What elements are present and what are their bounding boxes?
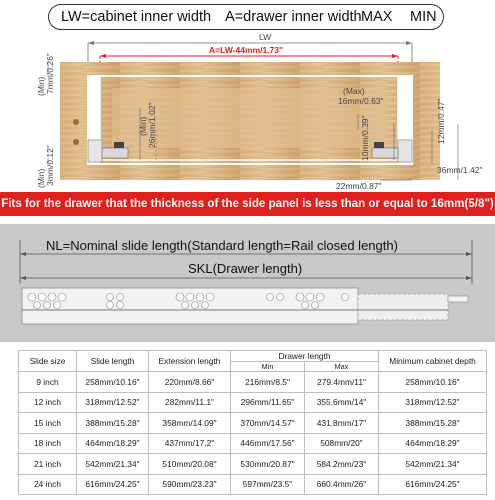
legend-min: MIN bbox=[410, 9, 437, 25]
min-bottom-gap: 3mm/0.12" bbox=[45, 145, 55, 186]
cell-slide-length: 388mm/15.28" bbox=[77, 413, 149, 434]
cell-slide-length: 464mm/18.29" bbox=[77, 433, 149, 454]
cell-drawer-max: 431.8mm/17" bbox=[305, 413, 379, 434]
cell-drawer-min: 216mm/8.5" bbox=[231, 372, 305, 393]
cell-cabinet-depth: 388mm/15.28" bbox=[379, 413, 487, 434]
lw-label: LW bbox=[259, 32, 272, 42]
cell-drawer-max: 279.4mm/11" bbox=[305, 372, 379, 393]
cell-extension-length: 510mm/20.08" bbox=[149, 454, 231, 475]
header-slide-size: Slide size bbox=[19, 351, 77, 372]
cell-drawer-max: 584.2mm/23" bbox=[305, 454, 379, 475]
min-depth-value: 26mm/1.02" bbox=[147, 102, 157, 148]
cell-drawer-min: 530mm/20.87" bbox=[231, 454, 305, 475]
header-min-cabinet-depth: Minimum cabinet depth bbox=[379, 351, 487, 372]
nl-definition: NL=Nominal slide length(Standard length=Rail closed length) bbox=[46, 238, 398, 253]
cell-slide-length: 542mm/21.34" bbox=[77, 454, 149, 475]
cell-slide-size: 18 inch bbox=[19, 433, 77, 454]
min-bottom-tag: (Min) bbox=[36, 168, 46, 188]
cell-drawer-min: 597mm/23.5" bbox=[231, 474, 305, 495]
cell-cabinet-depth: 464mm/18.29" bbox=[379, 433, 487, 454]
drawer-cross-section bbox=[0, 30, 495, 192]
cell-extension-length: 437mm/17.2" bbox=[149, 433, 231, 454]
cell-cabinet-depth: 616mm/24.25" bbox=[379, 474, 487, 495]
cell-cabinet-depth: 542mm/21.34" bbox=[379, 454, 487, 475]
cell-cabinet-depth: 258mm/10.16" bbox=[379, 372, 487, 393]
cell-slide-size: 21 inch bbox=[19, 454, 77, 475]
slide-diagram bbox=[0, 224, 495, 342]
max-depth-value: 16mm/0.63" bbox=[338, 96, 384, 106]
size-spec-table bbox=[18, 350, 487, 495]
cell-drawer-max: 660.4mm/26" bbox=[305, 474, 379, 495]
cell-slide-length: 258mm/10.16" bbox=[77, 372, 149, 393]
cell-drawer-min: 296mm/11.65" bbox=[231, 392, 305, 413]
cell-cabinet-depth: 318mm/12.52" bbox=[379, 392, 487, 413]
cell-extension-length: 282mm/11.1" bbox=[149, 392, 231, 413]
table-row bbox=[19, 372, 487, 393]
header-drawer-max: Max bbox=[305, 362, 379, 372]
table-row bbox=[19, 433, 487, 454]
header-drawer-length: Drawer length bbox=[231, 351, 379, 362]
rail-height-value: 10mm/0.39" bbox=[360, 115, 370, 161]
cell-drawer-min: 446mm/17.56" bbox=[231, 433, 305, 454]
side-height-value: 12mm/0.47" bbox=[436, 98, 446, 144]
min-depth-tag: (Min) bbox=[138, 116, 148, 136]
table-row bbox=[19, 413, 487, 434]
cell-slide-size: 24 inch bbox=[19, 474, 77, 495]
cell-slide-size: 12 inch bbox=[19, 392, 77, 413]
cell-extension-length: 358mm/14.09" bbox=[149, 413, 231, 434]
cell-drawer-max: 508mm/20" bbox=[305, 433, 379, 454]
legend-box bbox=[48, 4, 444, 30]
total-height-value: 36mm/1.42" bbox=[437, 165, 483, 175]
header-drawer-min: Min bbox=[231, 362, 305, 372]
table-row bbox=[19, 392, 487, 413]
table-row bbox=[19, 474, 487, 495]
cell-slide-length: 616mm/24.25" bbox=[77, 474, 149, 495]
legend-lw: LW=cabinet inner width bbox=[61, 9, 212, 25]
legend-a: A=drawer inner width bbox=[225, 9, 362, 25]
cell-extension-length: 590mm/23.23" bbox=[149, 474, 231, 495]
cell-extension-length: 220mm/8.66" bbox=[149, 372, 231, 393]
cell-slide-size: 9 inch bbox=[19, 372, 77, 393]
bottom-offset-value: 22mm/0.87" bbox=[336, 181, 382, 191]
min-top-gap: 7mm/0.26" bbox=[45, 53, 55, 94]
side-panel-note-banner: Fits for the drawer that the thickness of the side panel is less than or equal to 16mm(5/8") bbox=[0, 192, 495, 216]
header-slide-length: Slide length bbox=[77, 351, 149, 372]
table-row bbox=[19, 454, 487, 475]
min-top-tag: (Min) bbox=[36, 76, 46, 96]
cell-slide-size: 15 inch bbox=[19, 413, 77, 434]
skl-label: SKL(Drawer length) bbox=[188, 261, 303, 276]
cell-drawer-max: 355.6mm/14" bbox=[305, 392, 379, 413]
cell-slide-length: 318mm/12.52" bbox=[77, 392, 149, 413]
legend-max: MAX bbox=[361, 9, 393, 25]
cell-drawer-min: 370mm/14.57" bbox=[231, 413, 305, 434]
max-tag: (Max) bbox=[343, 86, 365, 96]
a-formula-label: A=LW-44mm/1.73" bbox=[209, 45, 284, 55]
header-extension-length: Extension length bbox=[149, 351, 231, 372]
